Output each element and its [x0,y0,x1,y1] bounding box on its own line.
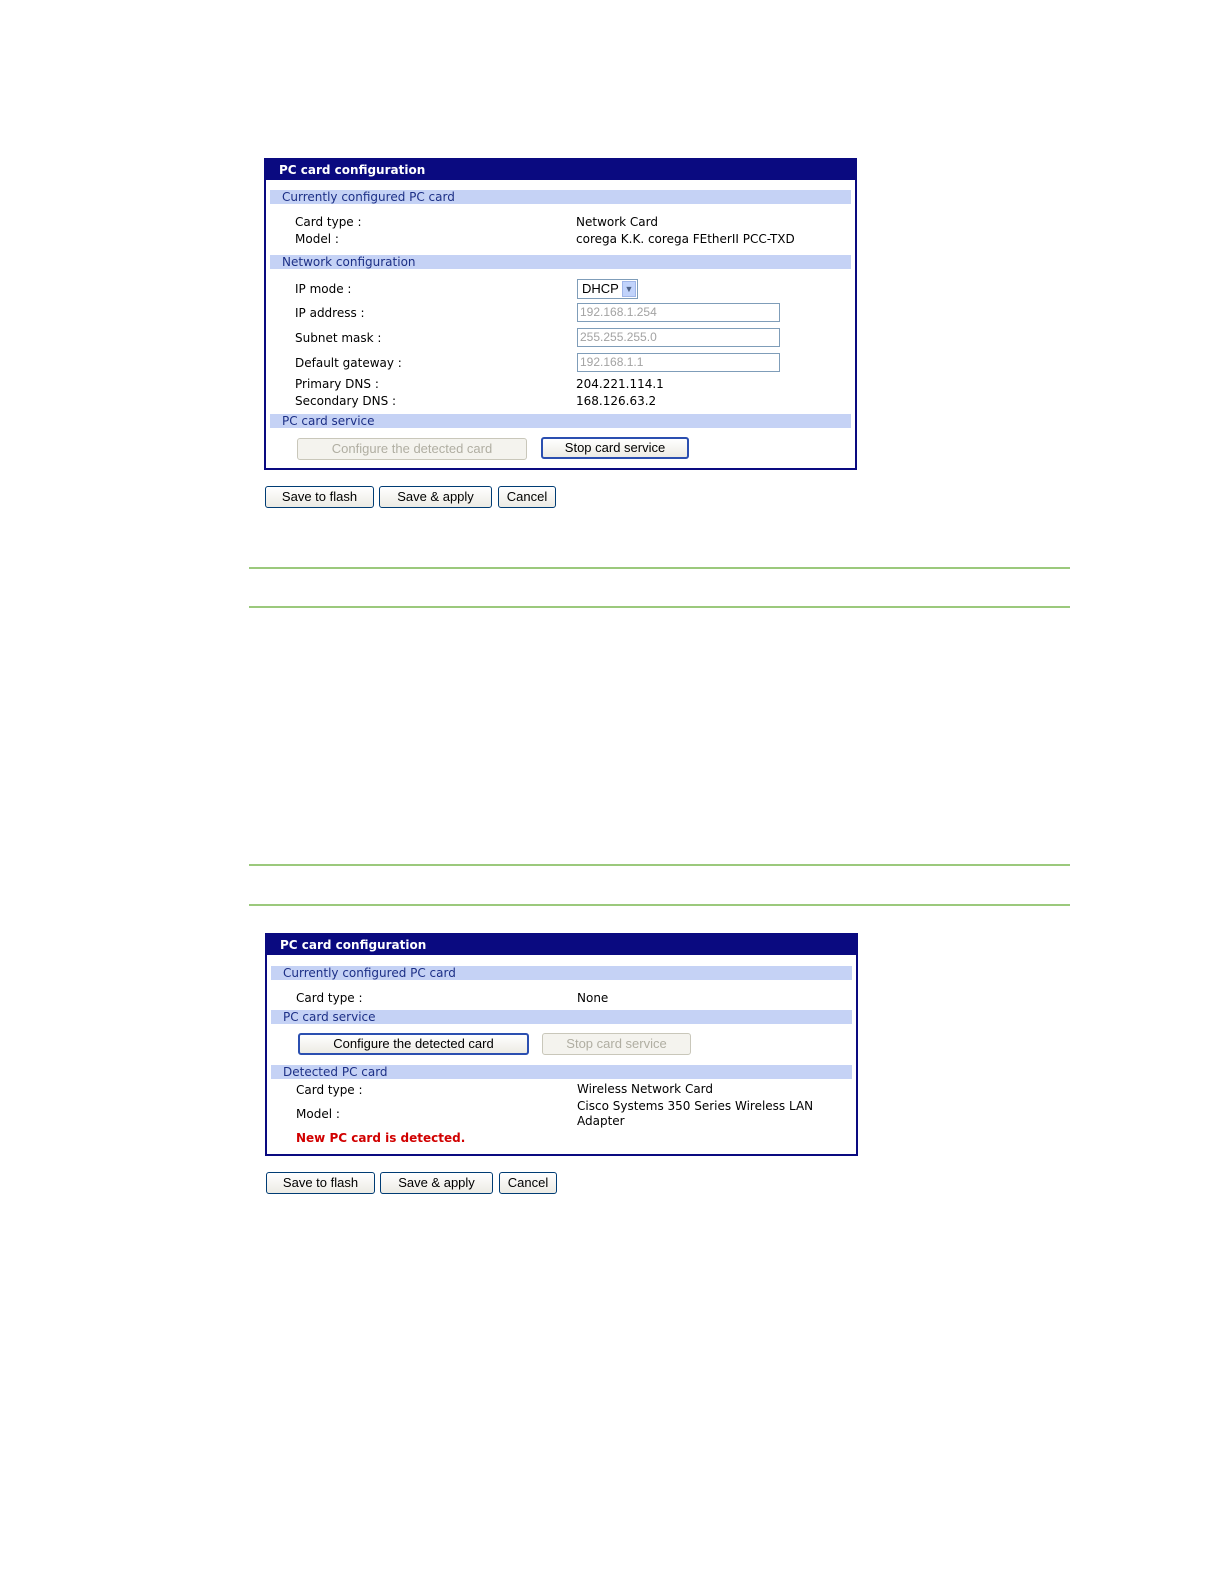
card-type-value: None [577,991,609,1005]
stop-card-service-button[interactable]: Stop card service [542,1033,691,1055]
panel-title: PC card configuration [267,935,856,955]
pc-card-config-panel-1 [264,158,857,470]
subnet-mask-label: Subnet mask : [295,331,382,345]
default-gateway-label: Default gateway : [295,356,402,370]
divider-line [249,904,1070,906]
default-gateway-input[interactable]: 192.168.1.1 [577,353,780,372]
cancel-button[interactable]: Cancel [499,1172,557,1194]
new-card-detected-alert: New PC card is detected. [296,1131,466,1145]
ip-mode-select[interactable] [577,279,638,299]
model-value: corega K.K. corega FEtherII PCC-TXD [576,232,795,246]
save-to-flash-button[interactable]: Save to flash [266,1172,375,1194]
detected-model-value-line-1: Cisco Systems 350 Series Wireless LAN [577,1099,814,1113]
divider-line [249,606,1070,608]
divider-line [249,567,1070,569]
save-and-apply-button[interactable]: Save & apply [379,486,492,508]
subnet-mask-input[interactable]: 255.255.255.0 [577,328,780,347]
section-pc-card-service: PC card service [271,1010,852,1024]
stop-card-service-button[interactable]: Stop card service [541,437,689,459]
card-type-label: Card type : [295,215,362,229]
panel-title: PC card configuration [266,160,855,180]
detected-model-label: Model : [296,1107,340,1121]
card-type-label: Card type : [296,991,363,1005]
section-currently-configured: Currently configured PC card [270,190,851,204]
section-currently-configured: Currently configured PC card [271,966,852,980]
detected-model-value-line-2: Adapter [577,1114,625,1128]
divider-line [249,864,1070,866]
cancel-button[interactable]: Cancel [498,486,556,508]
primary-dns-label: Primary DNS : [295,377,379,391]
secondary-dns-label: Secondary DNS : [295,394,397,408]
ip-address-label: IP address : [295,306,365,320]
pc-card-config-panel-2 [265,933,858,1156]
configure-detected-card-button[interactable]: Configure the detected card [297,438,527,460]
primary-dns-value: 204.221.114.1 [576,377,664,391]
model-label: Model : [295,232,339,246]
detected-card-type-label: Card type : [296,1083,363,1097]
configure-detected-card-button[interactable]: Configure the detected card [298,1033,529,1055]
save-and-apply-button[interactable]: Save & apply [380,1172,493,1194]
ip-mode-selected-value: DHCP [582,281,619,296]
detected-card-type-value: Wireless Network Card [577,1082,714,1096]
section-detected-pc-card: Detected PC card [271,1065,852,1079]
ip-address-input[interactable]: 192.168.1.254 [577,303,780,322]
ip-mode-label: IP mode : [295,282,352,296]
save-to-flash-button[interactable]: Save to flash [265,486,374,508]
secondary-dns-value: 168.126.63.2 [576,394,657,408]
chevron-down-icon[interactable]: ▼ [622,281,636,297]
section-network-configuration: Network configuration [270,255,851,269]
card-type-value: Network Card [576,215,658,229]
section-pc-card-service: PC card service [270,414,851,428]
